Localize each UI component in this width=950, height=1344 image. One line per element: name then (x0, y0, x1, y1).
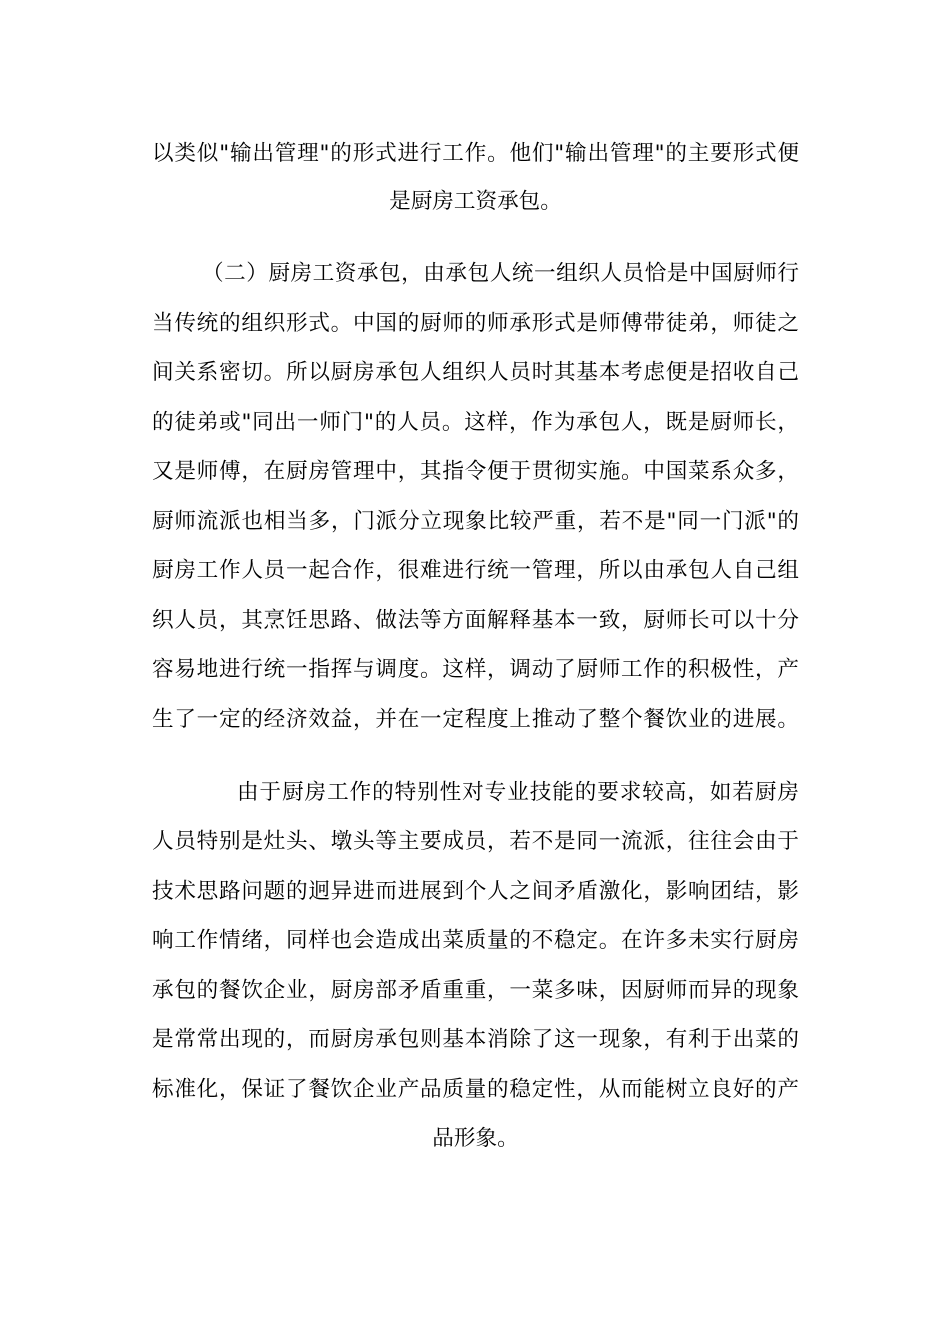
text-line: 是厨房工资承包。 (389, 189, 562, 214)
text-line: 厨师流派也相当多，门派分立现象比较严重，若不是"同一门派"的 (152, 509, 799, 534)
text-line: 容易地进行统一指挥与调度。这样，调动了厨师工作的积极性，产 (152, 657, 799, 682)
text-line: 又是师傅，在厨房管理中，其指令便于贯彻实施。中国菜系众多， (152, 459, 799, 484)
text-line: 标准化，保证了餐饮企业产品质量的稳定性，从而能树立良好的产 (152, 1077, 799, 1102)
text-line: 的徒弟或"同出一师门"的人员。这样，作为承包人，既是厨师长， (152, 410, 799, 435)
text-line: 织人员，其烹饪思路、做法等方面解释基本一致，厨师长可以十分 (152, 608, 799, 633)
text-line: 是常常出现的，而厨房承包则基本消除了这一现象，有利于出菜的 (152, 1027, 799, 1052)
text-line: 厨房工作人员一起合作，很难进行统一管理，所以由承包人自己组 (152, 558, 799, 583)
text-line: 以类似"输出管理"的形式进行工作。他们"输出管理"的主要形式便 (152, 141, 799, 166)
text-line: 当传统的组织形式。中国的厨师的师承形式是师傅带徒弟，师徒之 (152, 311, 799, 336)
text-line: 响工作情绪，同样也会造成出菜质量的不稳定。在许多未实行厨房 (152, 928, 799, 953)
text-line: 人员特别是灶头、墩头等主要成员，若不是同一流派，往往会由于 (152, 829, 799, 854)
text-line: 技术思路问题的迥异进而进展到个人之间矛盾激化，影响团结，影 (152, 879, 799, 904)
text-line: 间关系密切。所以厨房承包人组织人员时其基本考虑便是招收自己 (152, 360, 799, 385)
text-line: （二）厨房工资承包，由承包人统一组织人员恰是中国厨师行 (202, 261, 799, 286)
text-line: 由于厨房工作的特别性对专业技能的要求较高，如若厨房 (237, 780, 799, 805)
text-line: 生了一定的经济效益，并在一定程度上推动了整个餐饮业的进展。 (152, 707, 799, 732)
text-line: 承包的餐饮企业，厨房部矛盾重重，一菜多味，因厨师而异的现象 (152, 978, 799, 1003)
text-line: 品形象。 (432, 1126, 519, 1151)
